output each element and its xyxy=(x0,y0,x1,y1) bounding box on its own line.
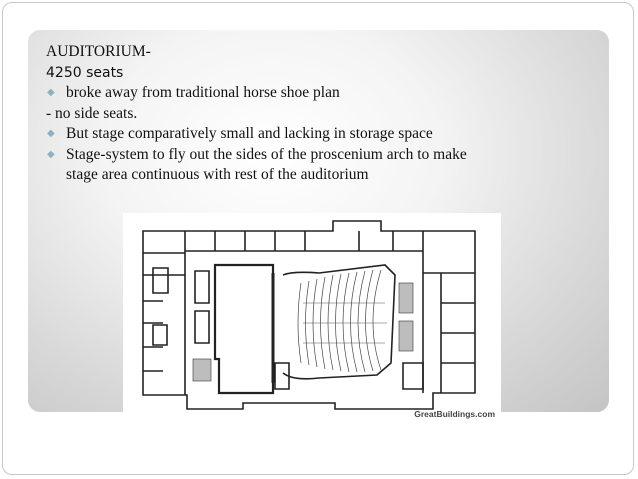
note-line: - no side seats. xyxy=(46,104,138,122)
image-credit: GreatBuildings.com xyxy=(414,409,495,419)
bullet-continuation: stage area continuous with rest of the auditorium xyxy=(66,166,369,183)
slide-heading: AUDITORIUM- xyxy=(46,43,151,60)
floor-plan-figure xyxy=(123,213,501,425)
seat-count: 4250 seats xyxy=(46,64,124,81)
bullet-text: Stage-system to fly out the sides of the proscenium arch to make xyxy=(66,145,467,163)
bullet-item xyxy=(46,145,606,166)
bullet-text: broke away from traditional horse shoe plan xyxy=(66,84,340,101)
bullet-item xyxy=(46,83,606,104)
bullet-text: But stage comparatively small and lacking in storage space xyxy=(66,125,433,142)
diamond-bullet-icon: ◆ xyxy=(47,87,55,98)
slide-text xyxy=(46,42,606,186)
bullet-item xyxy=(46,124,606,145)
diamond-bullet-icon: ◆ xyxy=(47,128,55,139)
diamond-bullet-icon: ◆ xyxy=(47,148,55,160)
floor-plan-drawing xyxy=(123,213,501,425)
